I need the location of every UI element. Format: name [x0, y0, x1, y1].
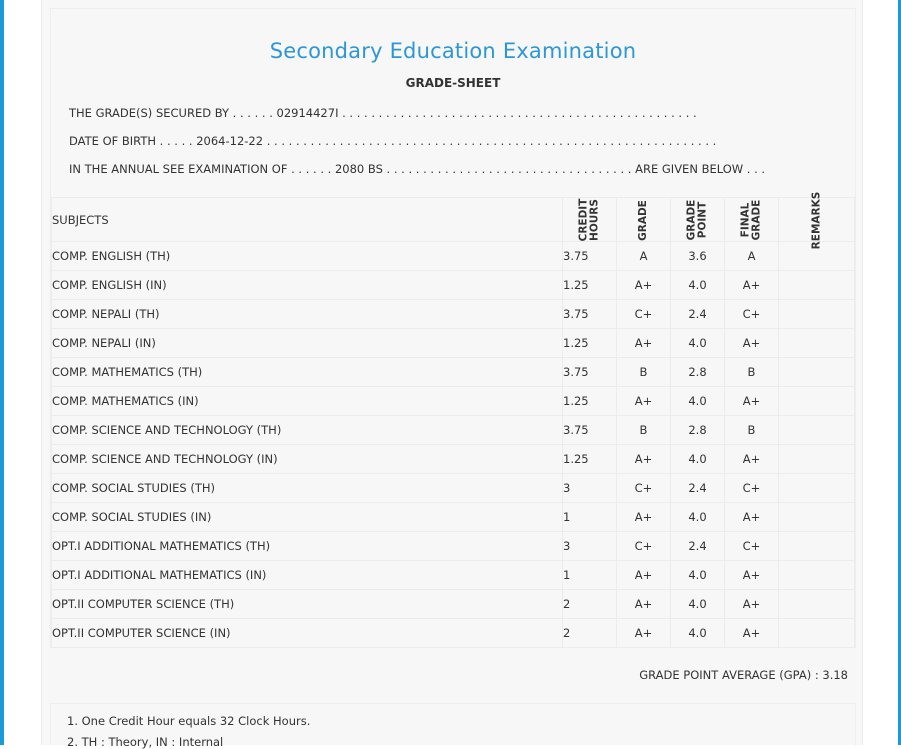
final-grade-cell: A	[725, 242, 779, 271]
header-grade: GRADE	[617, 198, 671, 242]
subject-cell: OPT.I ADDITIONAL MATHEMATICS (TH)	[52, 532, 563, 561]
symbol-number-line: THE GRADE(S) SECURED BY . . . . . . 02914427I . . . . . . . . . . . . . . . . . . . . . . . . . . . . . . . . . . . . . . . . . . . . . . . . .	[69, 106, 697, 120]
grade-point-cell: 4.0	[671, 503, 725, 532]
grade-point-cell: 4.0	[671, 561, 725, 590]
credit-hours-cell: 3.75	[563, 300, 617, 329]
subject-cell: COMP. SOCIAL STUDIES (IN)	[52, 503, 563, 532]
sheet-subtitle: GRADE-SHEET	[405, 76, 501, 90]
final-grade-cell: A+	[725, 503, 779, 532]
grades-table	[51, 191, 855, 648]
remarks-cell	[779, 445, 855, 474]
grade-point-cell: 2.4	[671, 474, 725, 503]
table-row	[52, 619, 855, 648]
table-row	[52, 590, 855, 619]
table-row	[52, 387, 855, 416]
credit-hours-cell: 2	[563, 590, 617, 619]
credit-hours-cell: 3	[563, 532, 617, 561]
grade-point-cell: 4.0	[671, 445, 725, 474]
credit-hours-cell: 1.25	[563, 271, 617, 300]
grade-cell: B	[617, 358, 671, 387]
left-border	[0, 0, 4, 745]
remarks-cell	[779, 561, 855, 590]
date-of-birth-line: DATE OF BIRTH . . . . . 2064-12-22 . . . . . . . . . . . . . . . . . . . . . . . . . . . . . . . . . . . . . . . . . . . . . . . . . . . . . . . . . . . . . .	[69, 134, 717, 148]
note-credit-hour: 1. One Credit Hour equals 32 Clock Hours.	[67, 714, 311, 728]
subject-cell: OPT.II COMPUTER SCIENCE (IN)	[52, 619, 563, 648]
credit-hours-cell: 1.25	[563, 387, 617, 416]
subject-cell: COMP. ENGLISH (IN)	[52, 271, 563, 300]
subject-cell: COMP. ENGLISH (TH)	[52, 242, 563, 271]
remarks-cell	[779, 474, 855, 503]
grade-cell: B	[617, 416, 671, 445]
table-row	[52, 445, 855, 474]
notes-panel	[50, 703, 856, 749]
grade-point-cell: 4.0	[671, 590, 725, 619]
grade-cell: A+	[617, 619, 671, 648]
final-grade-cell: A+	[725, 619, 779, 648]
grade-cell: C+	[617, 474, 671, 503]
header-final-grade: FINAL GRADE	[725, 198, 779, 242]
subject-cell: COMP. NEPALI (TH)	[52, 300, 563, 329]
header-credit-hours: CREDIT HOURS	[563, 198, 617, 242]
subject-cell: OPT.II COMPUTER SCIENCE (TH)	[52, 590, 563, 619]
credit-hours-cell: 3.75	[563, 358, 617, 387]
grade-cell: A+	[617, 445, 671, 474]
subject-cell: COMP. MATHEMATICS (TH)	[52, 358, 563, 387]
credit-hours-cell: 1	[563, 561, 617, 590]
grade-point-cell: 4.0	[671, 271, 725, 300]
grade-point-cell: 4.0	[671, 329, 725, 358]
grade-sheet	[41, 0, 863, 749]
credit-hours-cell: 1.25	[563, 445, 617, 474]
remarks-cell	[779, 416, 855, 445]
remarks-cell	[779, 503, 855, 532]
grade-point-cell: 4.0	[671, 619, 725, 648]
header-remarks: REMARKS	[779, 198, 855, 242]
gpa-summary: GRADE POINT AVERAGE (GPA) : 3.18	[639, 668, 848, 682]
subject-cell: COMP. SOCIAL STUDIES (TH)	[52, 474, 563, 503]
grade-point-cell: 2.4	[671, 300, 725, 329]
final-grade-cell: A+	[725, 387, 779, 416]
final-grade-cell: C+	[725, 532, 779, 561]
final-grade-cell: B	[725, 416, 779, 445]
final-grade-cell: A+	[725, 445, 779, 474]
table-row	[52, 561, 855, 590]
exam-title: Secondary Education Examination	[269, 39, 637, 63]
remarks-cell	[779, 271, 855, 300]
credit-hours-cell: 1	[563, 503, 617, 532]
subject-cell: OPT.I ADDITIONAL MATHEMATICS (IN)	[52, 561, 563, 590]
final-grade-cell: A+	[725, 329, 779, 358]
grade-cell: A+	[617, 590, 671, 619]
subject-cell: COMP. NEPALI (IN)	[52, 329, 563, 358]
remarks-cell	[779, 358, 855, 387]
remarks-cell	[779, 532, 855, 561]
subject-cell: COMP. SCIENCE AND TECHNOLOGY (IN)	[52, 445, 563, 474]
exam-year-line: IN THE ANNUAL SEE EXAMINATION OF . . . . . . 2080 BS . . . . . . . . . . . . . . . . . . . . . . . . . . . . . . . . . . ARE GIVEN BELOW . . .	[69, 162, 766, 176]
final-grade-cell: A+	[725, 561, 779, 590]
final-grade-cell: A+	[725, 271, 779, 300]
remarks-cell	[779, 329, 855, 358]
table-row	[52, 532, 855, 561]
grade-point-cell: 2.8	[671, 416, 725, 445]
grade-cell: A	[617, 242, 671, 271]
grade-cell: C+	[617, 300, 671, 329]
table-row	[52, 329, 855, 358]
grade-point-cell: 4.0	[671, 387, 725, 416]
credit-hours-cell: 3	[563, 474, 617, 503]
grade-cell: A+	[617, 271, 671, 300]
grade-point-cell: 2.4	[671, 532, 725, 561]
final-grade-cell: A+	[725, 590, 779, 619]
subject-cell: COMP. SCIENCE AND TECHNOLOGY (TH)	[52, 416, 563, 445]
header-subjects: SUBJECTS	[52, 198, 563, 242]
subject-cell: COMP. MATHEMATICS (IN)	[52, 387, 563, 416]
credit-hours-cell: 3.75	[563, 242, 617, 271]
grade-cell: A+	[617, 503, 671, 532]
grade-cell: A+	[617, 329, 671, 358]
final-grade-cell: C+	[725, 474, 779, 503]
header-grade-point: GRADE POINT	[671, 198, 725, 242]
credit-hours-cell: 3.75	[563, 416, 617, 445]
table-row	[52, 242, 855, 271]
table-row	[52, 416, 855, 445]
remarks-cell	[779, 387, 855, 416]
table-row	[52, 300, 855, 329]
grade-cell: A+	[617, 387, 671, 416]
grade-cell: A+	[617, 561, 671, 590]
note-abbreviations: 2. TH : Theory, IN : Internal	[67, 735, 224, 749]
credit-hours-cell: 2	[563, 619, 617, 648]
grade-cell: C+	[617, 532, 671, 561]
table-row	[52, 503, 855, 532]
final-grade-cell: C+	[725, 300, 779, 329]
table-header-row	[52, 198, 855, 242]
table-row	[52, 271, 855, 300]
remarks-cell	[779, 590, 855, 619]
remarks-cell	[779, 300, 855, 329]
grade-point-cell: 2.8	[671, 358, 725, 387]
table-row	[52, 474, 855, 503]
grade-point-cell: 3.6	[671, 242, 725, 271]
final-grade-cell: B	[725, 358, 779, 387]
remarks-cell	[779, 619, 855, 648]
credit-hours-cell: 1.25	[563, 329, 617, 358]
table-row	[52, 358, 855, 387]
